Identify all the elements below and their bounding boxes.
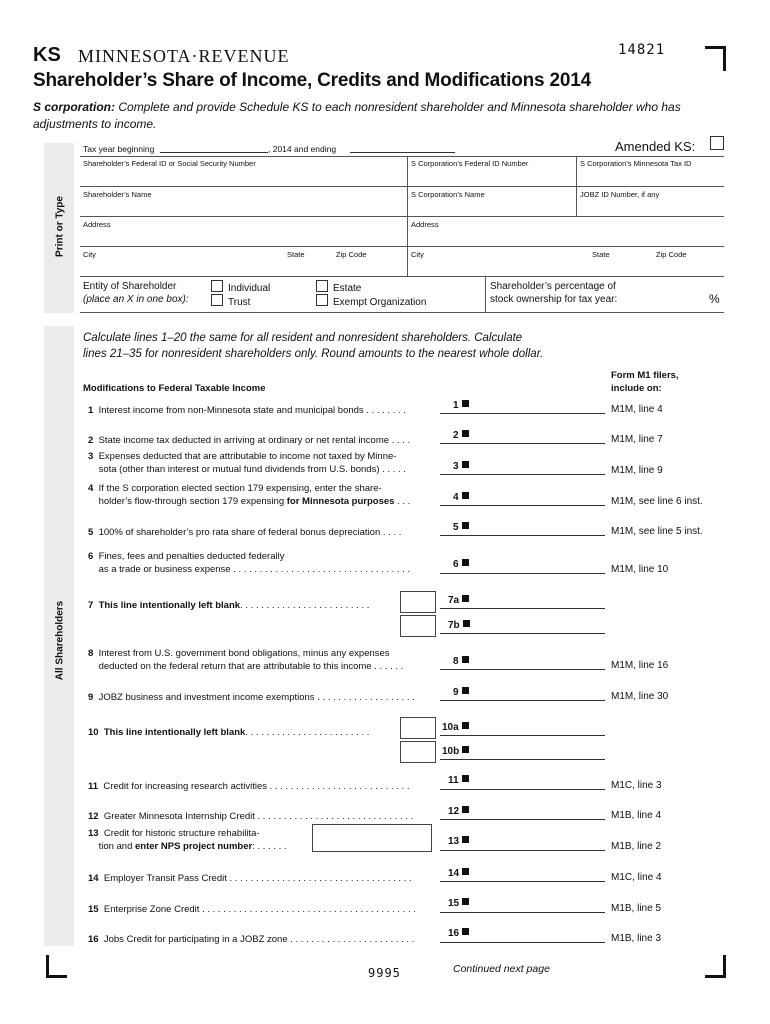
line-number: 9 (88, 692, 94, 703)
box-6-label (453, 559, 469, 570)
line-4-ref: M1M, see line 6 inst. (611, 496, 703, 507)
box-number: 10a (442, 722, 459, 733)
all-shareholders-label: All Shareholders (54, 600, 66, 681)
line-number: 14 (88, 873, 99, 884)
line-number: 12 (88, 811, 99, 822)
line-text: Expenses deducted that are attributable to income not taxed by Minne- (98, 451, 397, 462)
line-16-input[interactable] (440, 942, 605, 943)
line-2 (88, 434, 410, 447)
line-14-ref: M1C, line 4 (611, 872, 662, 883)
entity-estate-label: Estate (333, 283, 362, 294)
box-number: 13 (448, 836, 460, 847)
box-number: 8 (453, 656, 459, 667)
line-13-ref: M1B, line 2 (611, 841, 662, 852)
line-number: 2 (88, 435, 94, 446)
city-label-2: City (411, 250, 424, 259)
marker-square (462, 898, 469, 905)
line-text: Credit for increasing research activities . . . . . . . . . . . . . . . . . . . . . . . . . . . (103, 781, 410, 792)
box-1-label (453, 400, 469, 411)
box-number: 9 (453, 687, 459, 698)
line-text: JOBZ business and investment income exemptions . . . . . . . . . . . . . . . . . . . (98, 692, 415, 703)
corner-mark-top-right (705, 46, 726, 71)
box-4-label (453, 492, 469, 503)
scorp-fed-id-label: S Corporation’s Federal ID Number (411, 159, 529, 168)
line-2-ref: M1M, line 7 (611, 434, 663, 445)
row-divider (80, 276, 724, 277)
marker-square (462, 461, 469, 468)
line-dots: . . . (394, 496, 411, 507)
line-text-2: sota (other than interest or mutual fund dividends from U.S. bonds) . . . . . (98, 464, 406, 475)
line-number: 10 (88, 727, 99, 738)
line-number: 4 (88, 483, 94, 494)
line-text-emphasis: enter NPS project number (135, 841, 253, 852)
box-number: 16 (448, 928, 460, 939)
line-14-input[interactable] (440, 881, 605, 882)
line-3-ref: M1M, line 9 (611, 465, 663, 476)
box-number: 5 (453, 522, 459, 533)
tax-year-beginning-label: Tax year beginning (83, 144, 155, 154)
line-6-ref: M1M, line 10 (611, 564, 669, 575)
intro-text (33, 99, 723, 133)
line-11 (88, 780, 410, 793)
box-12-label (448, 806, 469, 817)
form-number: 14821 (618, 42, 666, 58)
line-number: 15 (88, 904, 99, 915)
line-10a-side-box[interactable] (400, 717, 436, 739)
box-9-label (453, 687, 469, 698)
row-divider (80, 186, 724, 187)
line-number: 3 (88, 451, 94, 462)
line-text: This line intentionally left blank (98, 600, 241, 611)
address-label-1: Address (83, 220, 111, 229)
box-number: 14 (448, 868, 460, 879)
line-text: 100% of shareholder’s pro rata share of federal bonus depreciation . . . . (98, 527, 402, 538)
line-12 (88, 810, 413, 823)
line-number: 11 (88, 781, 99, 792)
line-1-ref: M1M, line 4 (611, 404, 663, 415)
entity-individual-label: Individual (228, 283, 271, 294)
form-title: Shareholder’s Share of Income, Credits and Modifications 2014 (33, 70, 591, 91)
agency-logo: MINNESOTA·REVENUE (78, 46, 290, 66)
row-divider (80, 156, 724, 157)
marker-square (462, 928, 469, 935)
amended-checkbox[interactable] (710, 136, 724, 150)
line-number: 6 (88, 551, 94, 562)
line-7 (88, 599, 369, 612)
line-number: 16 (88, 934, 99, 945)
entity-estate-checkbox[interactable] (316, 280, 328, 292)
box-3-label (453, 461, 469, 472)
line-15-ref: M1B, line 5 (611, 903, 662, 914)
line-7b-input[interactable] (440, 633, 605, 634)
marker-square (462, 868, 469, 875)
line-14 (88, 872, 412, 885)
marker-square (462, 522, 469, 529)
line-2-input[interactable] (440, 443, 605, 444)
line-15 (88, 903, 416, 916)
line-8 (88, 647, 403, 673)
line-4-input[interactable] (440, 505, 605, 506)
shareholder-fed-id-label: Shareholder’s Federal ID or Social Security Number (83, 159, 256, 168)
line-text-2: tion and (98, 841, 136, 852)
line-10b-input[interactable] (440, 759, 605, 760)
marker-square (462, 559, 469, 566)
line-dots: . . . . . . . . . . . . . . . . . . . . . . . . . (240, 600, 370, 611)
footer-code: 9995 (368, 966, 401, 980)
continued-next-page: Continued next page (453, 963, 550, 975)
marker-square (462, 746, 469, 753)
tax-year-ending-line[interactable] (350, 152, 455, 153)
zip-label-1: Zip Code (336, 250, 367, 259)
line-16 (88, 933, 414, 946)
section-heading: Modifications to Federal Taxable Income (83, 383, 266, 394)
instructions-line-1: Calculate lines 1–20 the same for all resident and nonresident shareholders. Calculate (83, 332, 523, 344)
line-text: Greater Minnesota Internship Credit . . . . . . . . . . . . . . . . . . . . . . . . . . . . . . (103, 811, 414, 822)
marker-square (462, 656, 469, 663)
state-label-1: State (287, 250, 305, 259)
line-9 (88, 691, 415, 704)
intro-lead: S corporation: (33, 100, 116, 114)
line-text: Credit for historic structure rehabilita- (103, 828, 260, 839)
line-6 (88, 550, 410, 576)
line-15-input[interactable] (440, 912, 605, 913)
marker-square (462, 775, 469, 782)
row-divider (80, 246, 724, 247)
box-11-label (448, 775, 469, 786)
box-10a-label (442, 722, 469, 733)
line-text-emphasis: for Minnesota purposes (286, 496, 395, 507)
entity-exempt-label: Exempt Organization (333, 297, 427, 308)
box-5-label (453, 522, 469, 533)
box-number: 3 (453, 461, 459, 472)
line-number: 8 (88, 648, 94, 659)
zip-label-2: Zip Code (656, 250, 687, 259)
line-5-input[interactable] (440, 535, 605, 536)
line-16-ref: M1B, line 3 (611, 933, 662, 944)
entity-trust-label: Trust (228, 297, 251, 308)
line-13 (88, 827, 287, 853)
col-divider (407, 156, 408, 186)
box-number: 10b (442, 746, 460, 757)
state-label-2: State (592, 250, 610, 259)
line-text: If the S corporation elected section 179 expensing, enter the share- (98, 483, 382, 494)
line-dots: . . . . . . . . . . . . . . . . . . . . . . . . (245, 727, 370, 738)
line-12-ref: M1B, line 4 (611, 810, 662, 821)
line-text: Enterprise Zone Credit . . . . . . . . . . . . . . . . . . . . . . . . . . . . . . . . . . . . . . . . . (103, 904, 416, 915)
line-text-2: as a trade or business expense . . . . . . . . . . . . . . . . . . . . . . . . . . . . . . . . . . (98, 564, 411, 575)
shareholder-name-label: Shareholder’s Name (83, 190, 152, 199)
instructions-line-2: lines 21–35 for nonresident shareholders only. Round amounts to the nearest whole dollar. (83, 348, 544, 360)
line-text: State income tax deducted in arriving at ordinary or net rental income . . . . (98, 435, 411, 446)
corner-mark-bottom-left (46, 955, 67, 978)
line-5 (88, 526, 401, 539)
marker-square (462, 836, 469, 843)
marker-square (462, 722, 469, 729)
line-text: Fines, fees and penalties deducted federally (98, 551, 285, 562)
scorp-mn-tax-id-label: S Corporation’s Minnesota Tax ID (580, 159, 692, 168)
line-1-input[interactable] (440, 413, 605, 414)
corner-mark-bottom-right (705, 955, 726, 978)
line-13-input[interactable] (440, 850, 605, 851)
line-number: 13 (88, 828, 99, 839)
line-text: Interest from U.S. government bond obligations, minus any expenses (98, 648, 390, 659)
line-7a-input[interactable] (440, 608, 605, 609)
marker-square (463, 620, 470, 627)
line-6-input[interactable] (440, 573, 605, 574)
line-text: Jobs Credit for participating in a JOBZ zone . . . . . . . . . . . . . . . . . . . . . . . . (103, 934, 415, 945)
marker-square (462, 430, 469, 437)
line-dots: : . . . . . . (252, 841, 287, 852)
entity-individual-checkbox[interactable] (211, 280, 223, 292)
line-12-input[interactable] (440, 819, 605, 820)
amended-label: Amended KS: (615, 139, 696, 154)
box-2-label (453, 430, 469, 441)
box-number: 4 (453, 492, 459, 503)
pct-label-2: stock ownership for tax year: (490, 294, 618, 305)
marker-square (462, 492, 469, 499)
line-9-input[interactable] (440, 700, 605, 701)
line-text: This line intentionally left blank (103, 727, 246, 738)
line-11-ref: M1C, line 3 (611, 780, 662, 791)
line-10a-input[interactable] (440, 735, 605, 736)
col-divider (407, 186, 408, 276)
line-11-input[interactable] (440, 789, 605, 790)
row-divider (80, 216, 724, 217)
pct-symbol: % (709, 292, 720, 306)
marker-square (462, 687, 469, 694)
line-3 (88, 450, 406, 476)
tax-year-ending-label: , 2014 and ending (268, 144, 337, 154)
box-number: 6 (453, 559, 459, 570)
line-10 (88, 726, 369, 739)
line-text: Interest income from non-Minnesota state and municipal bonds . . . . . . . . (98, 405, 406, 416)
line-10b-side-box[interactable] (400, 741, 436, 763)
scorp-name-label: S Corporation’s Name (411, 190, 485, 199)
box-number: 2 (453, 430, 459, 441)
line-text-2: deducted on the federal return that are attributable to this income . . . . . . (98, 661, 404, 672)
box-15-label (448, 898, 469, 909)
col-divider (485, 276, 486, 312)
box-number: 7b (448, 620, 460, 631)
entity-trust-checkbox[interactable] (211, 294, 223, 306)
box-14-label (448, 868, 469, 879)
line-3-input[interactable] (440, 474, 605, 475)
jobz-id-label: JOBZ ID Number, if any (580, 190, 660, 199)
box-13-label (448, 836, 469, 847)
box-number: 15 (448, 898, 460, 909)
box-number: 7a (448, 595, 460, 606)
line-1 (88, 404, 406, 417)
entity-label-1: Entity of Shareholder (83, 281, 177, 292)
box-10b-label (442, 746, 469, 757)
row-divider (80, 312, 724, 313)
intro-body: Complete and provide Schedule KS to each nonresident shareholder and Minnesota shareholder who has adjustments to income. (33, 100, 681, 131)
marker-square (462, 400, 469, 407)
line-text-2: holder’s flow-through section 179 expensing (98, 496, 287, 507)
line-8-input[interactable] (440, 669, 605, 670)
line-number: 5 (88, 527, 94, 538)
pct-label-1: Shareholder’s percentage of (490, 281, 616, 292)
line-text: Employer Transit Pass Credit . . . . . . . . . . . . . . . . . . . . . . . . . . . . . . . . . . . (103, 873, 412, 884)
line-4 (88, 482, 410, 508)
line-8-ref: M1M, line 16 (611, 660, 669, 671)
entity-label-2: (place an X in one box): (83, 294, 189, 305)
box-7b-label (448, 620, 470, 631)
m1-heading-2: include on: (611, 383, 662, 394)
box-number: 1 (453, 400, 459, 411)
nps-project-number-box[interactable] (312, 824, 432, 852)
tax-year-beginning-line[interactable] (160, 152, 268, 153)
line-5-ref: M1M, see line 5 inst. (611, 526, 703, 537)
line-7b-side-box[interactable] (400, 615, 436, 637)
entity-exempt-checkbox[interactable] (316, 294, 328, 306)
line-7a-side-box[interactable] (400, 591, 436, 613)
box-8-label (453, 656, 469, 667)
box-number: 12 (448, 806, 460, 817)
form-code: KS (33, 44, 61, 66)
m1-heading-1: Form M1 filers, (611, 370, 679, 381)
box-7a-label (448, 595, 469, 606)
marker-square (462, 806, 469, 813)
city-label-1: City (83, 250, 96, 259)
box-number: 11 (448, 775, 459, 786)
box-16-label (448, 928, 469, 939)
line-9-ref: M1M, line 30 (611, 691, 669, 702)
print-or-type-label: Print or Type (54, 196, 66, 257)
marker-square (462, 595, 469, 602)
line-number: 1 (88, 405, 94, 416)
address-label-2: Address (411, 220, 439, 229)
line-number: 7 (88, 600, 94, 611)
